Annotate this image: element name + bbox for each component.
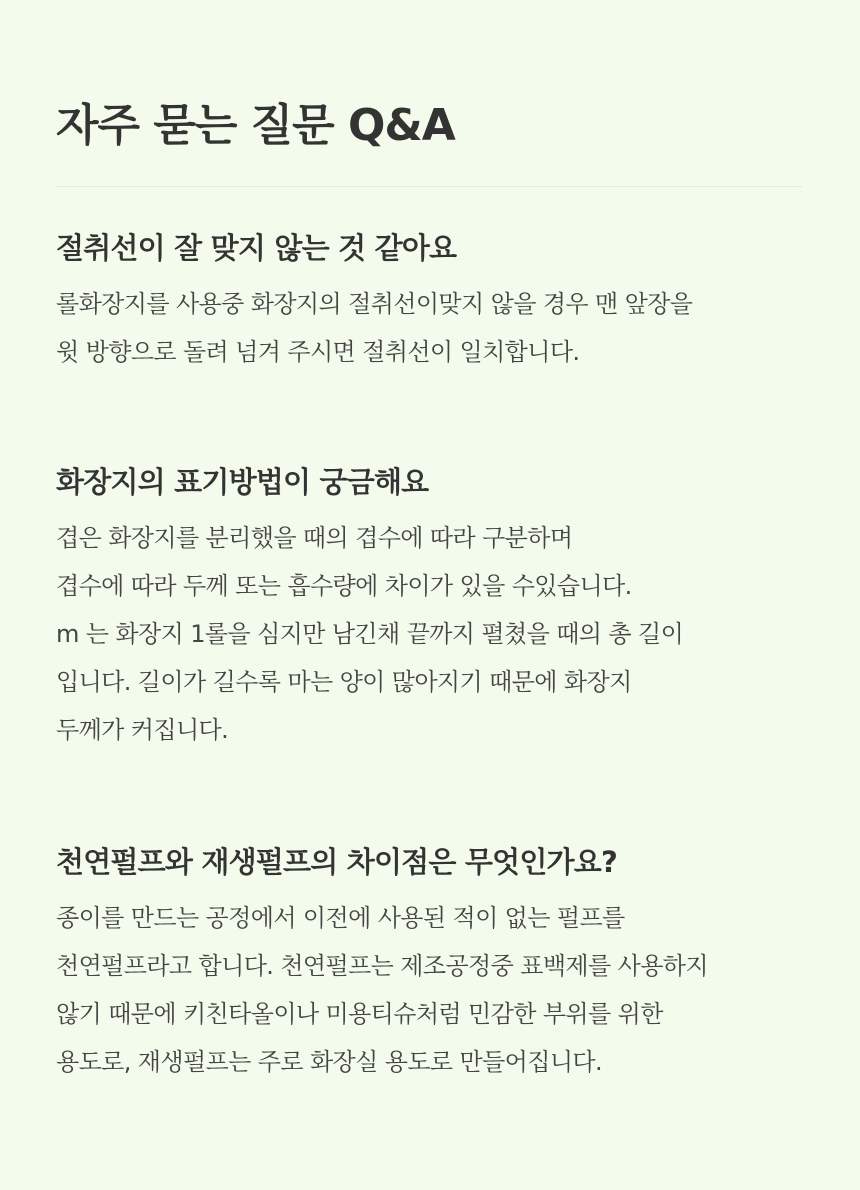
answer-line: 않기 때문에 키친타올이나 미용티슈처럼 민감한 부위를 위한 (56, 1000, 663, 1028)
question-pulp: 천연펄프와 재생펄프의 차이점은 무엇인가요? (56, 845, 617, 879)
answer-pulp (56, 894, 806, 1086)
faq-item-labeling (56, 462, 806, 754)
title-divider (56, 186, 802, 187)
page-title: 자주 묻는 질문 Q&A (56, 100, 455, 151)
answer-line: 천연펄프라고 합니다. 천연펄프는 제조공정중 표백제를 사용하지 (56, 952, 708, 980)
answer-line: 용도로, 재생펄프는 주로 화장실 용도로 만들어집니다. (56, 1048, 603, 1076)
answer-line: 겹은 화장지를 분리했을 때의 겹수에 따라 구분하며 (56, 524, 573, 552)
question-labeling: 화장지의 표기방법이 궁금해요 (56, 465, 429, 499)
answer-line: 종이를 만드는 공정에서 이전에 사용된 적이 없는 펄프를 (56, 904, 625, 932)
question-perforation: 절취선이 잘 맞지 않는 것 같아요 (56, 231, 457, 265)
answer-line: 윗 방향으로 돌려 넘겨 주시면 절취선이 일치합니다. (56, 338, 580, 366)
faq-item-pulp (56, 842, 806, 1086)
answer-labeling (56, 514, 806, 754)
answer-perforation (56, 280, 806, 376)
answer-line: 겹수에 따라 두께 또는 흡수량에 차이가 있을 수있습니다. (56, 572, 632, 600)
answer-line: m 는 화장지 1롤을 심지만 남긴채 끝까지 펼쳤을 때의 총 길이 (56, 620, 684, 648)
answer-line: 두께가 커집니다. (56, 716, 229, 744)
answer-line: 롤화장지를 사용중 화장지의 절취선이맞지 않을 경우 맨 앞장을 (56, 290, 693, 318)
answer-line: 입니다. 길이가 길수록 마는 양이 많아지기 때문에 화장지 (56, 668, 632, 696)
faq-item-perforation (56, 228, 806, 376)
